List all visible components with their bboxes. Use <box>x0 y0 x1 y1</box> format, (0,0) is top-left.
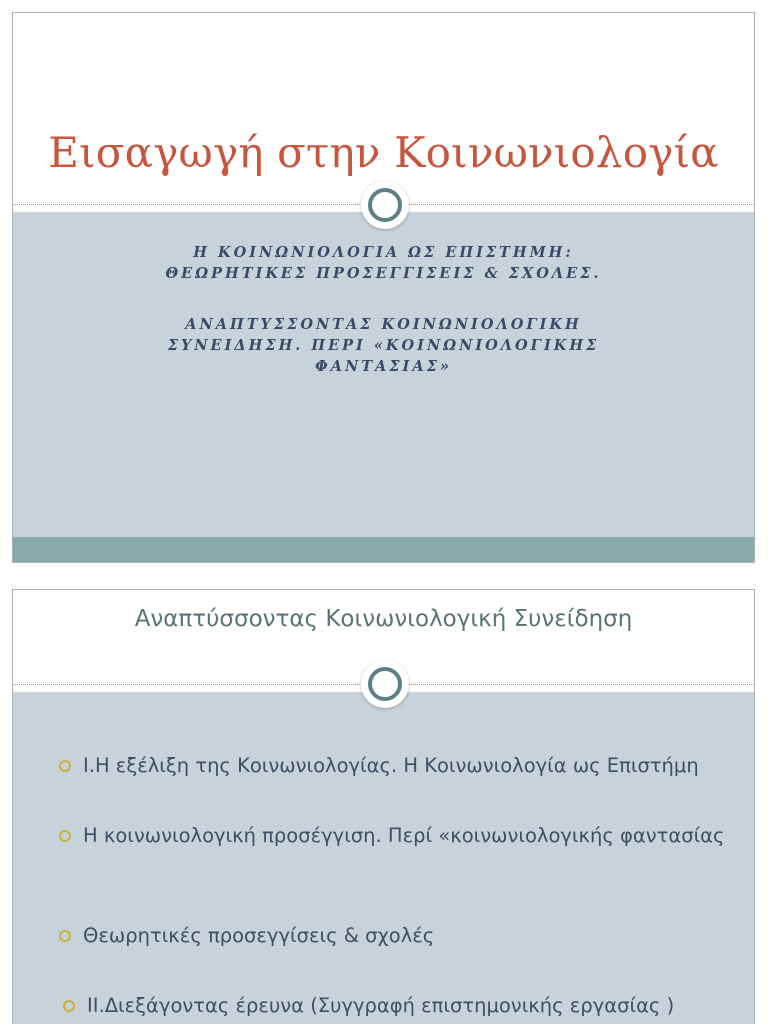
slide-1-title: Εισαγωγή στην Κοινωνιολογία <box>48 128 719 177</box>
bullet-item <box>87 990 747 1021</box>
bullet-text: Ι.Η εξέλιξη της Κοινωνιολογίας. Η Κοινωνιολογία ως Επιστήμη <box>83 754 699 777</box>
bullet-text: ΙΙ.Διεξάγοντας έρευνα (Συγγραφή επιστημονικής εργασίας ) <box>87 994 675 1017</box>
subtitle-line: ΦΑΝΤΑΣΙΑΣ» <box>315 358 452 375</box>
bullet-item <box>83 750 743 781</box>
circle-bullet-icon <box>59 930 71 942</box>
bullet-item <box>83 920 743 951</box>
subtitle-line: ΘΕΩΡΗΤΙΚΕΣ ΠΡΟΣΕΓΓΙΣΕΙΣ & ΣΧΟΛΕΣ. <box>165 265 602 282</box>
subtitle-block-1 <box>13 242 754 284</box>
bullet-text: Η κοινωνιολογική προσέγγιση. Περί «κοινωνιολογικής φαντασίας <box>83 824 725 847</box>
ring-ornament-icon <box>361 660 409 708</box>
subtitle-block-2 <box>13 314 754 377</box>
slide-2 <box>12 589 755 1024</box>
circle-bullet-icon <box>63 1000 75 1012</box>
bullet-item <box>83 820 743 851</box>
bullet-text: Θεωρητικές προσεγγίσεις & σχολές <box>83 924 435 947</box>
circle-bullet-icon <box>59 830 71 842</box>
slide-2-title: Αναπτύσσοντας Κοινωνιολογική Συνείδηση <box>134 606 633 632</box>
slide-2-body-panel <box>13 692 754 1024</box>
subtitle-line: ΣΥΝΕΙΔΗΣΗ. ΠΕΡΙ «ΚΟΙΝΩΝΙΟΛΟΓΙΚΗΣ <box>167 337 600 354</box>
slide-1-footer-band <box>13 537 754 563</box>
slide-1 <box>12 12 755 563</box>
subtitle-line: ΑΝΑΠΤΥΣΣΟΝΤΑΣ ΚΟΙΝΩΝΙΟΛΟΓΙΚΗ <box>185 316 582 333</box>
circle-bullet-icon <box>59 760 71 772</box>
subtitle-line: Η ΚΟΙΝΩΝΙΟΛΟΓΙΑ ΩΣ ΕΠΙΣΤΗΜΗ: <box>193 244 574 261</box>
ring-ornament-icon <box>361 181 409 229</box>
